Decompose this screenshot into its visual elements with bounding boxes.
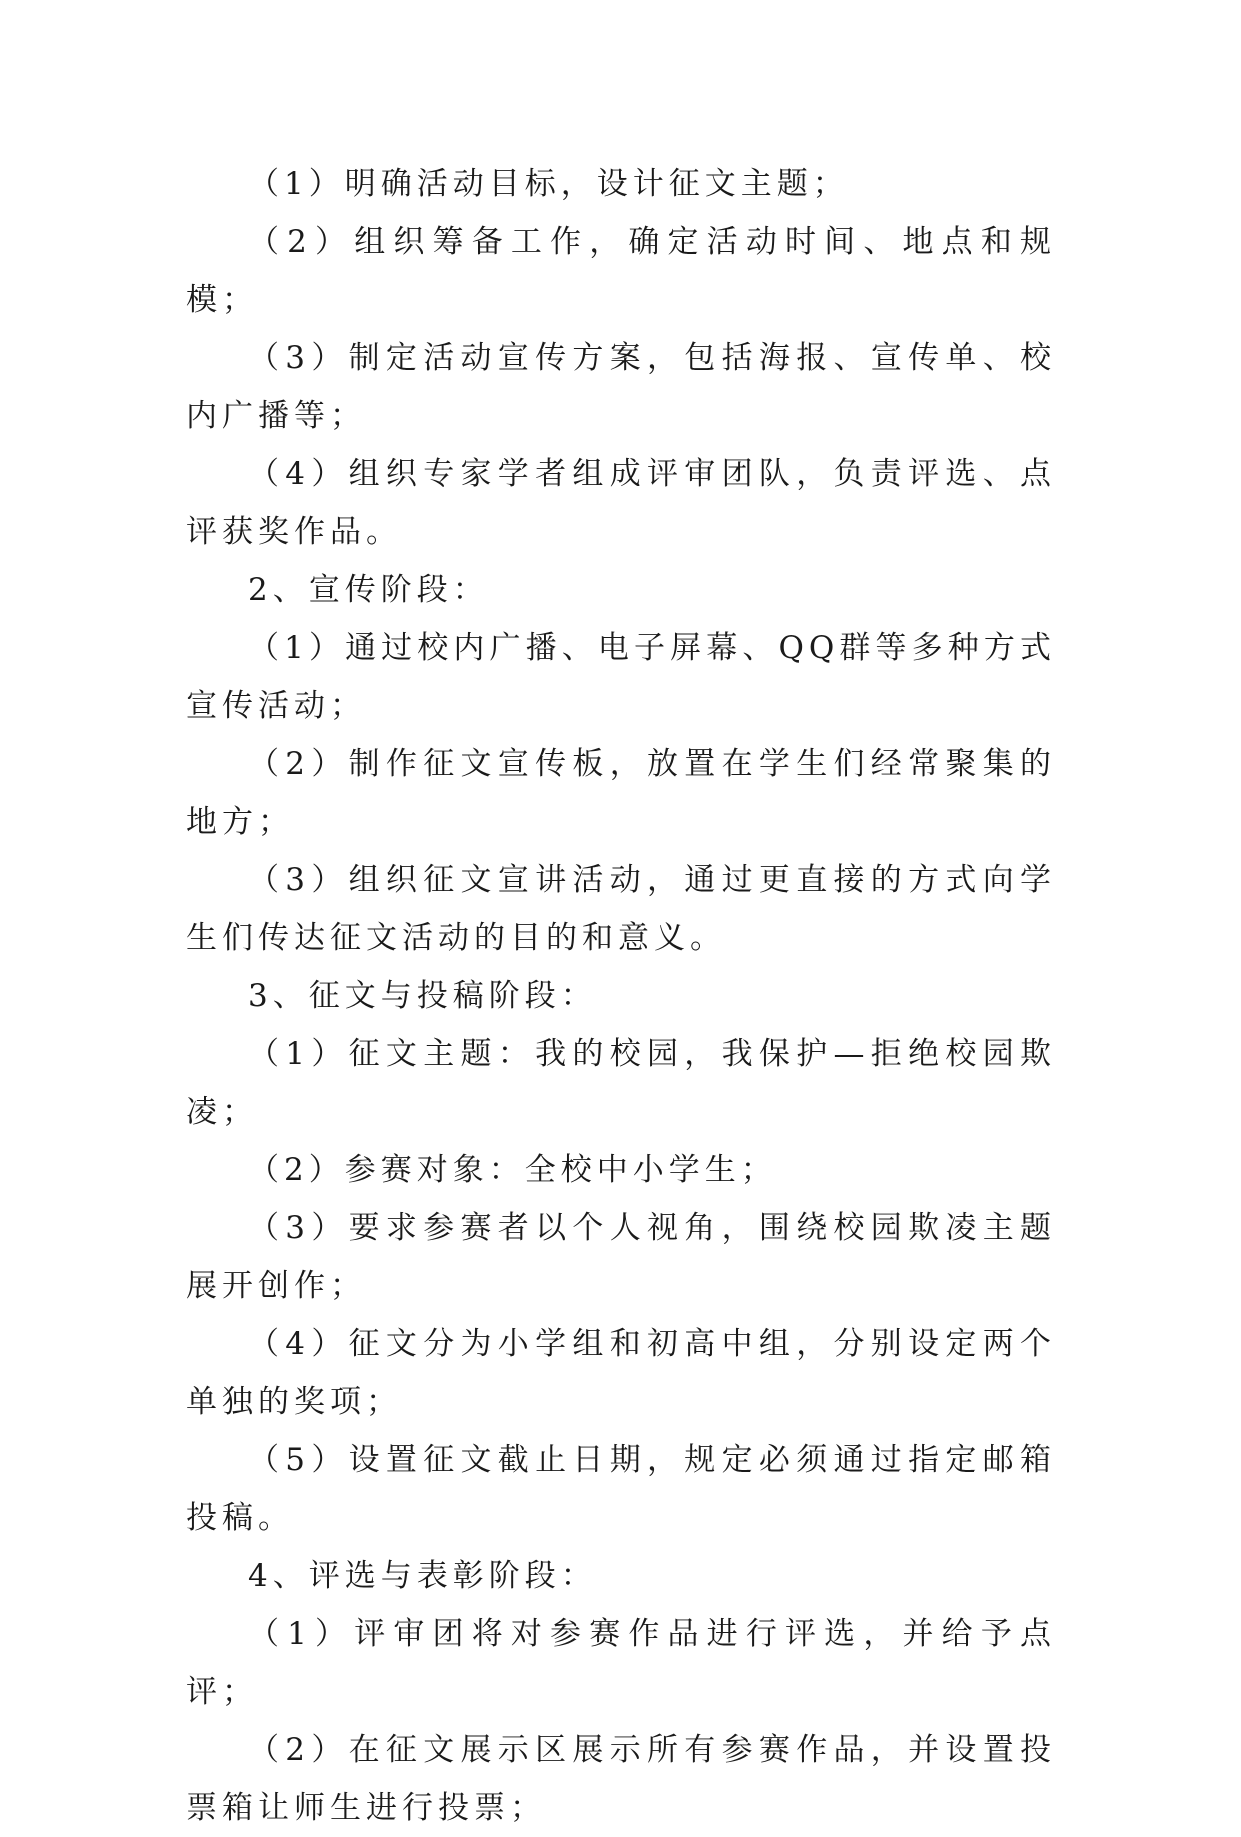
paragraph: （2）制作征文宣传板，放置在学生们经常聚集的地方； xyxy=(186,746,1056,840)
paragraph: （1）明确活动目标，设计征文主题； xyxy=(248,166,849,202)
paragraph: （2）在征文展示区展示所有参赛作品，并设置投票箱让师生进行投票； xyxy=(186,1732,1056,1826)
section-heading: 4、评选与表彰阶段： xyxy=(248,1558,597,1594)
paragraph: （4）征文分为小学组和初高中组，分别设定两个单独的奖项； xyxy=(186,1326,1056,1420)
section-heading: 3、征文与投稿阶段： xyxy=(248,978,597,1014)
paragraph: （1）征文主题：我的校园，我保护—拒绝校园欺凌； xyxy=(186,1036,1056,1130)
paragraph: （2）参赛对象：全校中小学生； xyxy=(248,1152,777,1188)
paragraph: （1）评审团将对参赛作品进行评选，并给予点评； xyxy=(186,1616,1056,1710)
paragraph: （3）组织征文宣讲活动，通过更直接的方式向学生们传达征文活动的目的和意义。 xyxy=(186,862,1056,956)
paragraph: （3）制定活动宣传方案，包括海报、宣传单、校内广播等； xyxy=(186,340,1056,434)
section-heading: 2、宣传阶段： xyxy=(248,572,489,608)
document-body xyxy=(186,155,1056,1837)
paragraph: （5）设置征文截止日期，规定必须通过指定邮箱投稿。 xyxy=(186,1442,1056,1536)
paragraph: （3）要求参赛者以个人视角，围绕校园欺凌主题展开创作； xyxy=(186,1210,1056,1304)
paragraph: （2）组织筹备工作，确定活动时间、地点和规模； xyxy=(186,224,1056,318)
paragraph: （4）组织专家学者组成评审团队，负责评选、点评获奖作品。 xyxy=(186,456,1056,550)
paragraph: （1）通过校内广播、电子屏幕、QQ群等多种方式宣传活动； xyxy=(186,630,1056,724)
